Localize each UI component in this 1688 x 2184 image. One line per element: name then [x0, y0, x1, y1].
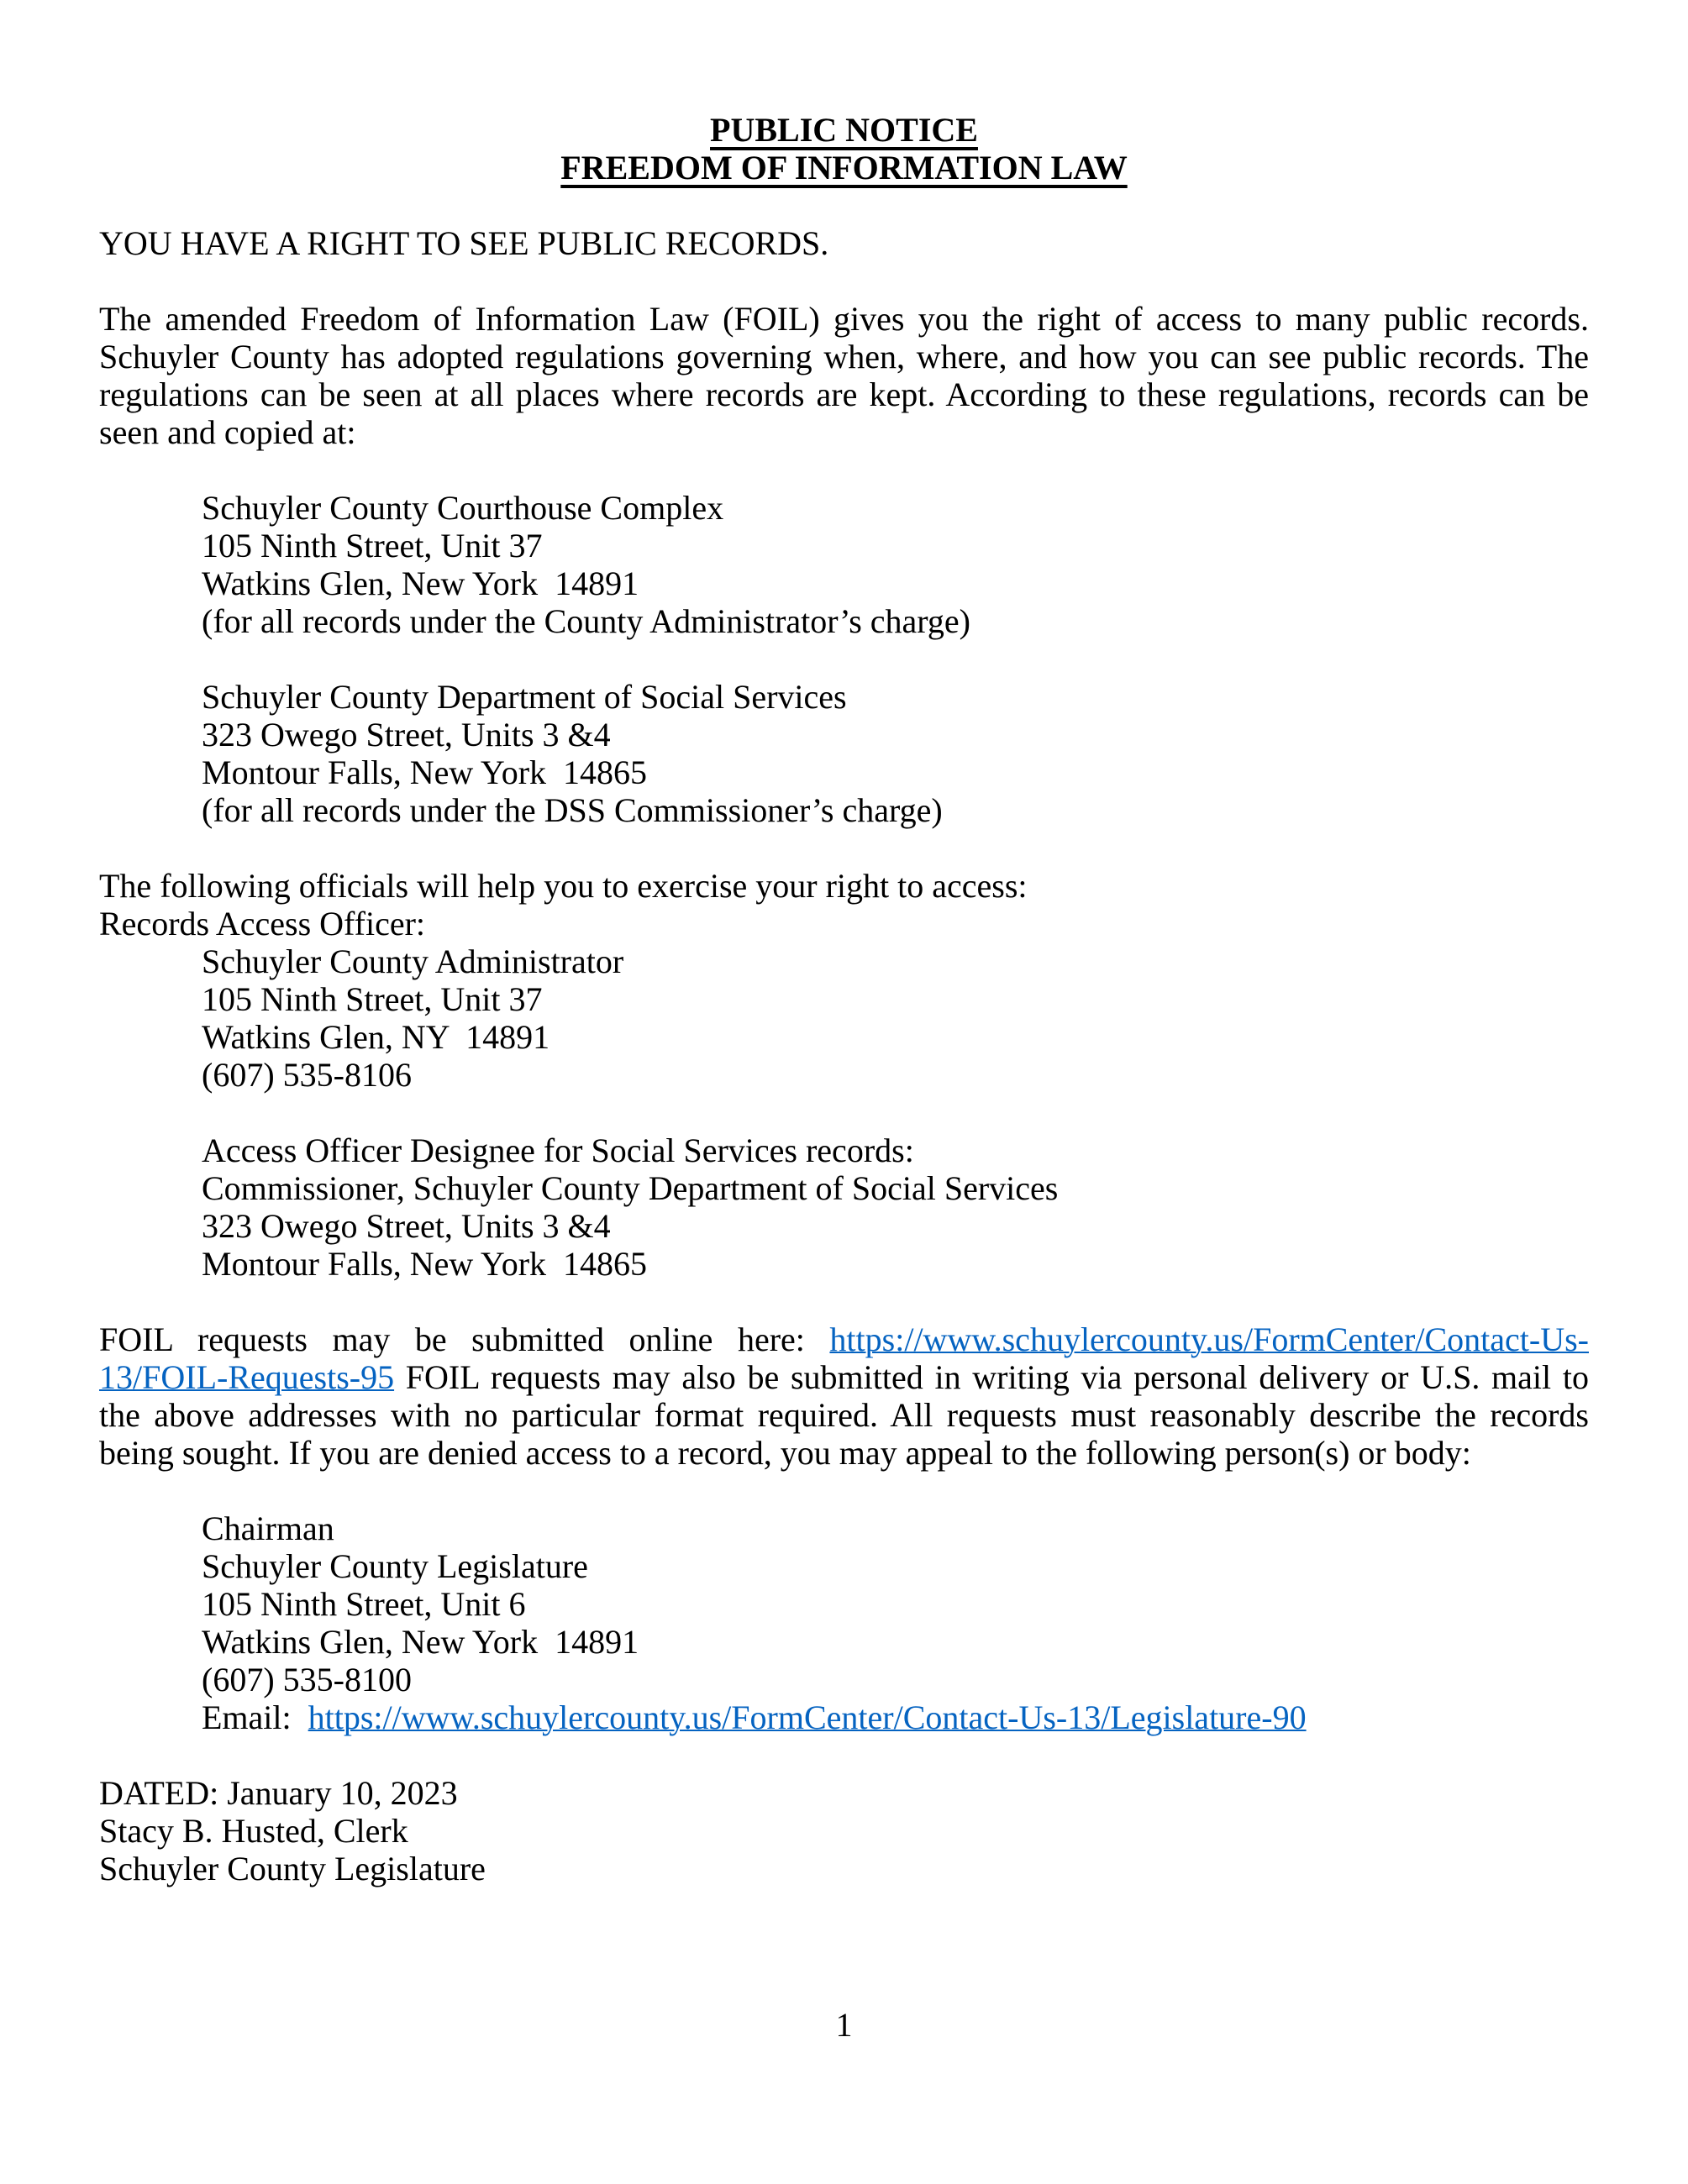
notice-title [99, 111, 1589, 149]
notice-title-text: PUBLIC NOTICE [710, 111, 978, 149]
spacer [99, 262, 1589, 300]
spacer [99, 186, 1589, 224]
spacer [99, 451, 1589, 489]
location-street: 323 Owego Street, Units 3 &4 [202, 716, 611, 753]
location-name: Schuyler County Courthouse Complex [202, 489, 724, 527]
appeal-city: Watkins Glen, New York 14891 [202, 1623, 639, 1661]
appeal-title: Chairman [202, 1509, 334, 1547]
notice-header [99, 111, 1589, 186]
record-location-courthouse [202, 489, 1589, 640]
foil-text-before-link: FOIL requests may be submitted online here: [99, 1320, 830, 1358]
email-label: Email: [202, 1698, 308, 1736]
location-city: Watkins Glen, New York 14891 [202, 564, 639, 602]
appeal-org: Schuyler County Legislature [202, 1547, 588, 1585]
appeal-body-block [202, 1509, 1589, 1736]
designee-street: 323 Owego Street, Units 3 &4 [202, 1207, 611, 1245]
spacer [99, 1094, 1589, 1131]
designee-heading: Access Officer Designee for Social Services records: [202, 1131, 914, 1169]
designee-block [202, 1131, 1589, 1283]
intro-paragraph: The amended Freedom of Information Law (FOIL) gives you the right of access to many public records. Schuyler County has adopted regulations governing when, where, and how you can see public records. The regulations can be seen at all places where records are kept. According to these regulations, records can be seen and copied at: [99, 300, 1589, 451]
appeal-street: 105 Ninth Street, Unit 6 [202, 1585, 526, 1623]
spacer [99, 640, 1589, 678]
records-access-officer-label: Records Access Officer: [99, 905, 426, 942]
notice-subtitle [99, 149, 1589, 186]
location-street: 105 Ninth Street, Unit 37 [202, 527, 543, 564]
location-name: Schuyler County Department of Social Services [202, 678, 847, 716]
appeal-email-line [202, 1698, 1589, 1736]
officer-name: Schuyler County Administrator [202, 942, 624, 980]
spacer [99, 1283, 1589, 1320]
officer-phone: (607) 535-8106 [202, 1056, 412, 1094]
notice-subtitle-text: FREEDOM OF INFORMATION LAW [560, 149, 1128, 186]
appeal-phone: (607) 535-8100 [202, 1661, 412, 1698]
foil-requests-paragraph [99, 1320, 1589, 1472]
page-number: 1 [835, 2006, 853, 2044]
foil-text-after-link: FOIL requests may also be submitted in writing via personal delivery or U.S. mail to the above addresses with no particular format required. All requests must reasonably describe the records being sought. If you are denied access to a record, you may appeal to the following person(s) or body: [99, 1358, 1589, 1472]
spacer [99, 1472, 1589, 1509]
record-location-social-services [202, 678, 1589, 829]
dated-line: DATED: January 10, 2023 [99, 1774, 458, 1812]
location-city: Montour Falls, New York 14865 [202, 753, 648, 791]
officer-street: 105 Ninth Street, Unit 37 [202, 980, 543, 1018]
organization-line: Schuyler County Legislature [99, 1850, 486, 1887]
officials-help-text: The following officials will help you to exercise your right to access: [99, 867, 1028, 905]
designee-city: Montour Falls, New York 14865 [202, 1245, 648, 1283]
location-note: (for all records under the County Administrator’s charge) [202, 602, 970, 640]
rights-statement: YOU HAVE A RIGHT TO SEE PUBLIC RECORDS. [99, 224, 829, 262]
designee-name: Commissioner, Schuyler County Department of Social Services [202, 1169, 1059, 1207]
spacer [99, 829, 1589, 867]
legislature-contact-link[interactable]: https://www.schuylercounty.us/FormCenter/Contact-Us-13/Legislature-90 [308, 1698, 1307, 1736]
officer-city: Watkins Glen, NY 14891 [202, 1018, 550, 1056]
clerk-line: Stacy B. Husted, Clerk [99, 1812, 408, 1850]
foil-request-link[interactable]: https://www.schuylercounty.us/FormCenter/Contact-Us-13/FOIL-Requests-95 [99, 1320, 1589, 1396]
records-access-officer-block [202, 942, 1589, 1094]
location-note: (for all records under the DSS Commissioner’s charge) [202, 791, 943, 829]
spacer [99, 1736, 1589, 1774]
footer-block [99, 1774, 1589, 1887]
